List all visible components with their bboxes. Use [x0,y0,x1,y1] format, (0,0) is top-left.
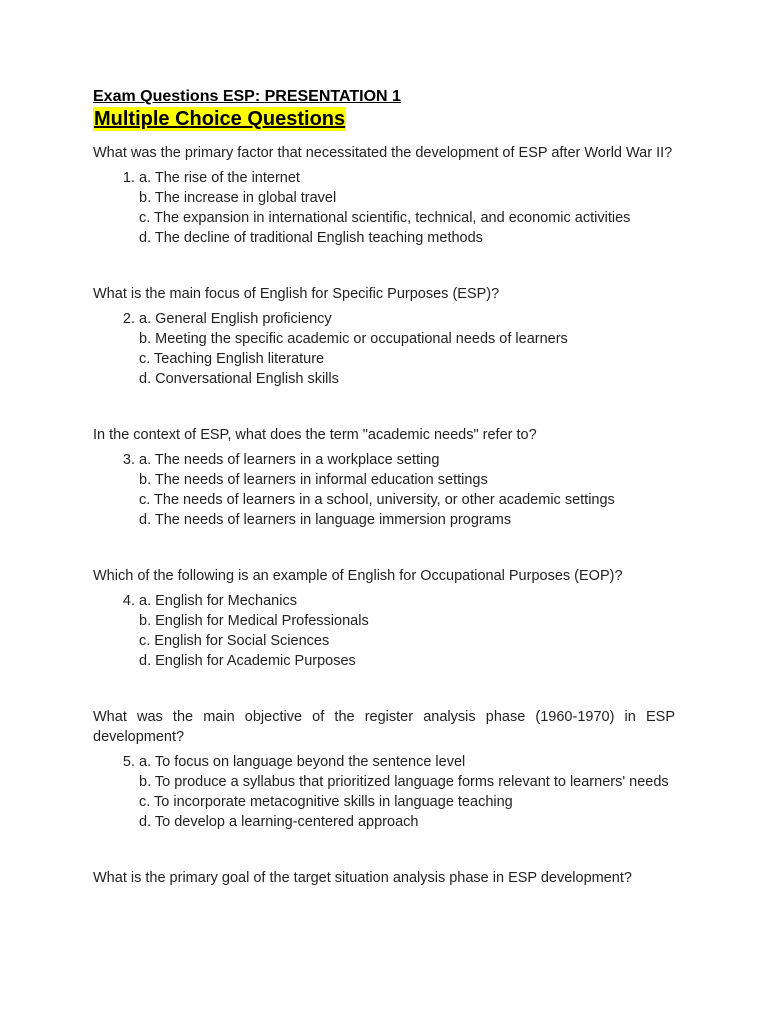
blank-line [93,248,675,274]
answer-options [93,591,675,671]
question-text: What was the primary factor that necessitated the development of ESP after World War II? [93,145,673,161]
answer-option: b. To produce a syllabus that prioritized language forms relevant to learners' needs [139,774,669,790]
blank-line [93,530,675,556]
answer-option: c. To incorporate metacognitive skills in language teaching [139,794,513,810]
blank-line [93,671,675,697]
document-title: Exam Questions ESP: PRESENTATION 1 [93,88,401,105]
answer-option: d. To develop a learning-centered approach [139,814,419,830]
answer-option: a. To focus on language beyond the sentence level [139,754,466,770]
answer-option: c. The needs of learners in a school, university, or other academic settings [139,492,615,508]
document-content [93,87,675,893]
answer-option: d. The decline of traditional English teaching methods [139,230,483,246]
answer-option: a. The needs of learners in a workplace setting [139,452,440,468]
answer-option: b. Meeting the specific academic or occupational needs of learners [139,331,568,347]
answer-option: c. The expansion in international scientific, technical, and economic activities [139,210,631,226]
question-text: What is the main focus of English for Specific Purposes (ESP)? [93,286,500,302]
question-number: 3. [122,452,135,468]
question-text: Which of the following is an example of English for Occupational Purposes (EOP)? [93,568,623,584]
answer-option: c. English for Social Sciences [139,633,330,649]
question-text: In the context of ESP, what does the term "academic needs" refer to? [93,427,537,443]
question-number: 2. [122,311,135,327]
blank-line [93,389,675,415]
answer-option: c. Teaching English literature [139,351,325,367]
question-text: What was the main objective of the register analysis phase (1960-1970) in ESP development? [93,709,675,745]
answer-option: d. Conversational English skills [139,371,339,387]
answer-option: a. The rise of the internet [139,170,300,186]
question-text: What is the primary goal of the target situation analysis phase in ESP development? [93,870,632,886]
section-heading: Multiple Choice Questions [94,108,346,130]
answer-option: b. The needs of learners in informal education settings [139,472,488,488]
question-number: 4. [122,593,135,609]
answer-options [93,168,675,248]
answer-option: d. English for Academic Purposes [139,653,356,669]
answer-option: d. The needs of learners in language immersion programs [139,512,512,528]
answer-option: a. English for Mechanics [139,593,297,609]
question-number: 1. [122,170,135,186]
question-number: 5. [122,754,135,770]
answer-options [93,450,675,530]
answer-option: a. General English proficiency [139,311,332,327]
answer-options [93,752,675,832]
answer-option: b. English for Medical Professionals [139,613,369,629]
answer-option: b. The increase in global travel [139,190,337,206]
answer-options [93,309,675,389]
blank-line [93,832,675,858]
